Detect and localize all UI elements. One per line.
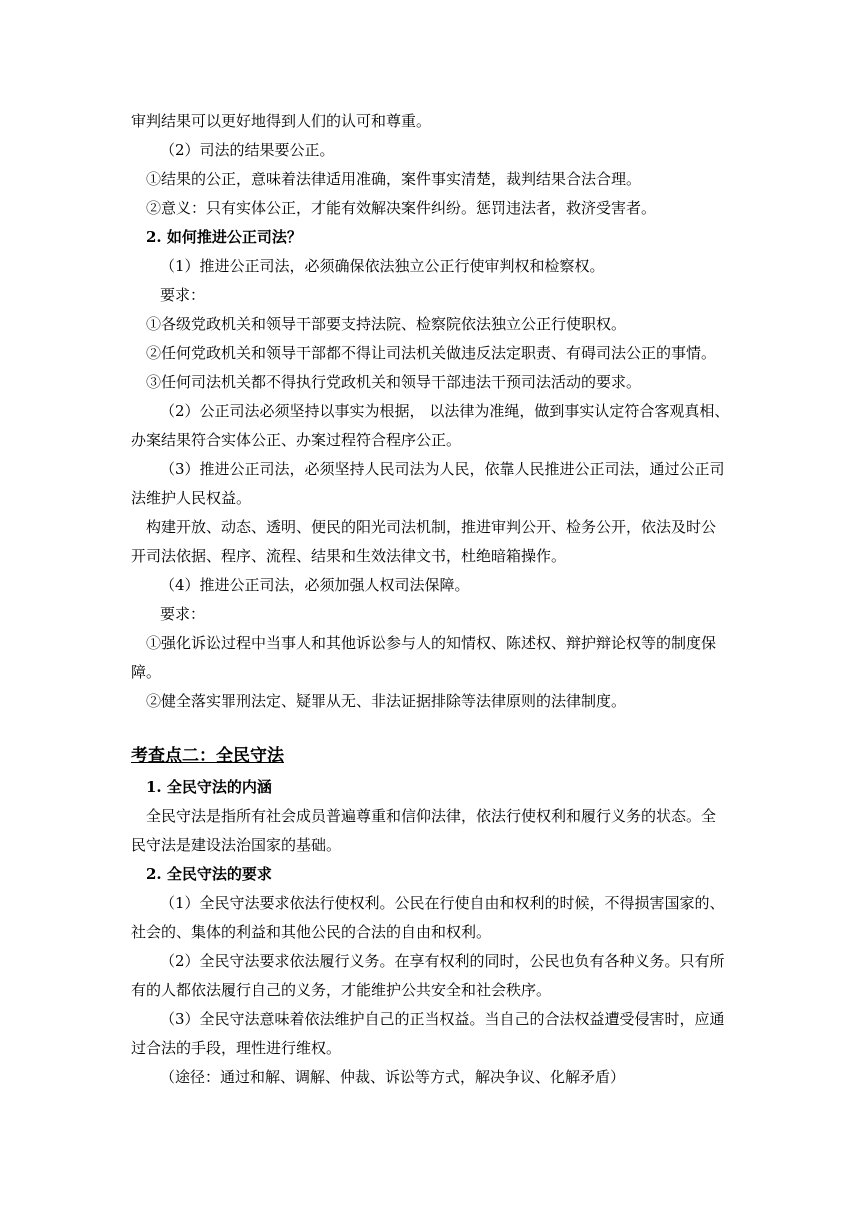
section-heading: 考查点二：全民守法 [131, 746, 284, 766]
paragraph-line: 开司法依据、程序、流程、结果和生效法律文书，杜绝暗箱操作。 [131, 547, 567, 565]
paragraph-line: 障。 [131, 663, 162, 681]
paragraph-line: （1）推进公正司法，必须确保依法独立公正行使审判权和检察权。 [160, 257, 605, 275]
paragraph-line: ②任何党政机关和领导干部都不得让司法机关做违反法定职责、有碍司法公正的事情。 [146, 344, 717, 362]
paragraph-line: ②意义：只有实体公正，才能有效解决案件纠纷。惩罚违法者，救济受害者。 [146, 199, 657, 217]
paragraph-line: ①结果的公正，意味着法律适用准确，案件事实清楚，裁判结果合法合理。 [146, 170, 642, 188]
paragraph-line: （途径：通过和解、调解、仲裁、诉讼等方式，解决争议、化解矛盾） [160, 1068, 626, 1086]
paragraph-line: 过合法的手段，理性进行维权。 [131, 1039, 342, 1057]
paragraph-line: 审判结果可以更好地得到人们的认可和尊重。 [131, 112, 432, 130]
paragraph-line: 民守法是建设法治国家的基础。 [131, 836, 342, 854]
paragraph-line: （1）全民守法要求依法行使权利。公民在行使自由和权利的时候，不得损害国家的、 [160, 894, 725, 912]
paragraph-line: 全民守法是指所有社会成员普遍尊重和信仰法律，依法行使权利和履行义务的状态。全 [146, 807, 717, 825]
paragraph-line: 办案结果符合实体公正、办案过程符合程序公正。 [131, 431, 462, 449]
paragraph-line: ①各级党政机关和领导干部要支持法院、检察院依法独立公正行使职权。 [146, 315, 627, 333]
paragraph-line: （2）公正司法必须坚持以事实为根据， 以法律为准绳，做到事实认定符合客观真相、 [160, 402, 730, 420]
paragraph-line: 要求： [160, 605, 206, 623]
paragraph-line: 社会的、集体的利益和其他公民的合法的自由和权利。 [131, 923, 492, 941]
paragraph-line: ②健全落实罪刑法定、疑罪从无、非法证据排除等法律原则的法律制度。 [146, 692, 627, 710]
paragraph-line: ①强化诉讼过程中当事人和其他诉讼参与人的知情权、陈述权、辩护辩论权等的制度保 [146, 634, 717, 652]
subsection-heading: 1. 全民守法的内涵 [146, 778, 272, 796]
paragraph-line: 要求： [160, 286, 206, 304]
paragraph-line: （4）推进公正司法，必须加强人权司法保障。 [160, 576, 470, 594]
paragraph-line: ③任何司法机关都不得执行党政机关和领导干部违法干预司法活动的要求。 [146, 373, 642, 391]
paragraph-line: 有的人都依法履行自己的义务，才能维护公共安全和社会秩序。 [131, 981, 552, 999]
paragraph-line: （3）全民守法意味着依法维护自己的正当权益。当自己的合法权益遭受侵害时，应通 [160, 1010, 725, 1028]
paragraph-line: 构建开放、动态、透明、便民的阳光司法机制，推进审判公开、检务公开，依法及时公 [146, 518, 717, 536]
paragraph-line: （2）全民守法要求依法履行义务。在享有权利的同时，公民也负有各种义务。只有所 [160, 952, 725, 970]
subsection-heading: 2. 如何推进公正司法？ [146, 228, 302, 246]
paragraph-line: （3）推进公正司法，必须坚持人民司法为人民，依靠人民推进公正司法，通过公正司 [160, 460, 725, 478]
subsection-heading: 2. 全民守法的要求 [146, 865, 272, 883]
paragraph-line: （2）司法的结果要公正。 [160, 141, 335, 159]
paragraph-line: 法维护人民权益。 [131, 489, 252, 507]
